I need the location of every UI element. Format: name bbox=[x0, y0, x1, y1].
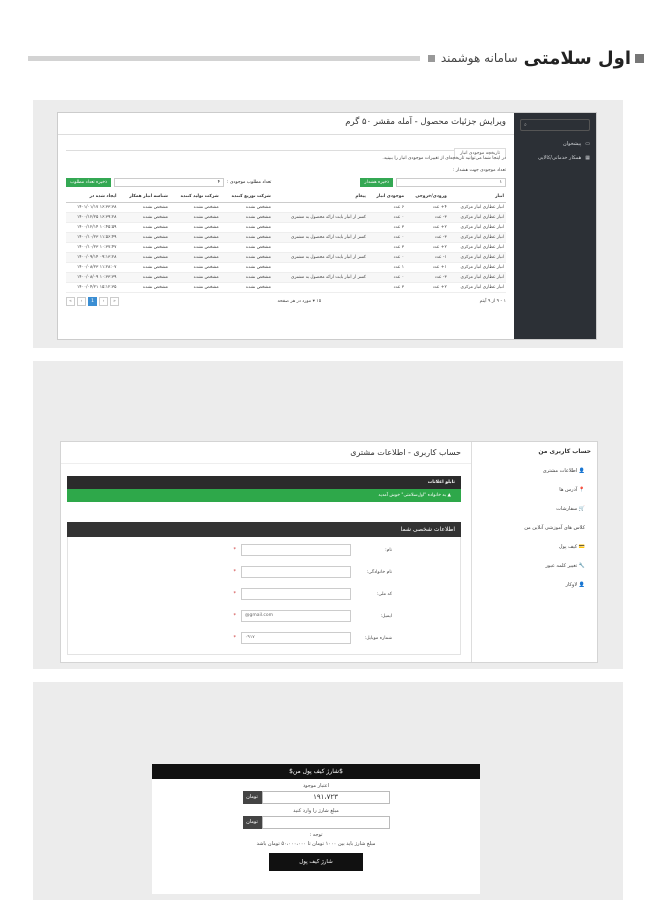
menu-item-orders[interactable]: 🛒 سفارشات bbox=[556, 505, 585, 512]
table-cell: ۱۰:۴۵:۵۹ ۱۴۰۰/۱۲/۱۴ bbox=[66, 223, 118, 233]
grid-icon: ▦ bbox=[585, 155, 590, 161]
menu-item-logout[interactable]: 👤 لاوکار bbox=[565, 581, 585, 588]
table-footer bbox=[66, 297, 506, 306]
tab-bar bbox=[66, 139, 506, 156]
table-cell: مشخص نشده bbox=[118, 283, 170, 293]
table-cell: مشخص نشده bbox=[221, 233, 273, 243]
screenshot-panel-admin bbox=[33, 100, 623, 348]
table-cell: ۶ عدد bbox=[368, 203, 406, 213]
table-cell: ۳- عدد bbox=[406, 213, 449, 223]
table-cell: ۱۰:۳۷:۴۷ ۱۴۰۰/۱۰/۲۳ bbox=[66, 243, 118, 253]
charge-wallet-button[interactable]: شارژ کیف پول bbox=[269, 853, 363, 871]
alerts-box bbox=[67, 476, 461, 502]
table-cell: ۱- عدد bbox=[406, 253, 449, 263]
menu-item-change-password[interactable]: 🔧 تغییر کلمه عبور bbox=[545, 562, 585, 569]
currency-unit: تومان bbox=[243, 816, 262, 829]
required-mark: * bbox=[233, 635, 236, 641]
save-alert-button[interactable]: ذخیره هشدار bbox=[360, 178, 393, 187]
form-row-name bbox=[234, 544, 393, 556]
table-cell bbox=[273, 203, 368, 213]
table-cell bbox=[273, 283, 368, 293]
save-required-button[interactable]: ذخیره تعداد مطلوب bbox=[66, 178, 111, 187]
sidebar-item-dashboard[interactable] bbox=[514, 137, 596, 151]
table-cell: انبار عطاری انبار مرکزی bbox=[449, 233, 506, 243]
table-cell: ۱۱:۵۶:۴۹ ۱۴۰۰/۱۰/۲۳ bbox=[66, 233, 118, 243]
column-header[interactable]: شناسه انبار همکار bbox=[118, 191, 170, 203]
required-mark: * bbox=[233, 591, 236, 597]
header-system: سامانه هوشمند bbox=[440, 51, 518, 65]
sidebar-label: پیشخوان bbox=[563, 141, 582, 147]
header-square-right bbox=[635, 54, 644, 63]
page-last-button[interactable]: » bbox=[110, 297, 119, 306]
per-page-label[interactable]: ۱۵ ▾ مورد در هر صفحه bbox=[277, 299, 322, 304]
profile-main bbox=[61, 442, 471, 662]
table-cell: مشخص نشده bbox=[221, 223, 273, 233]
table-row bbox=[66, 273, 506, 283]
table-cell bbox=[273, 223, 368, 233]
info-text: در اینجا شما می‌توانید تاریخچه‌ای از تغییرات موجودی انبار را ببینید. bbox=[382, 156, 506, 161]
table-cell: مشخص نشده bbox=[118, 233, 170, 243]
table-cell: ۱ عدد bbox=[368, 263, 406, 273]
required-count-label: تعداد مطلوب موجودی : bbox=[227, 180, 272, 185]
required-mark: * bbox=[233, 613, 236, 619]
amount-label: مبلغ شارژ را وارد کنید bbox=[293, 808, 339, 814]
table-cell: مشخص نشده bbox=[221, 273, 273, 283]
account-menu bbox=[471, 442, 597, 662]
table-cell: مشخص نشده bbox=[170, 283, 221, 293]
table-cell: مشخص نشده bbox=[170, 273, 221, 283]
screenshot-panel-wallet bbox=[33, 682, 623, 900]
amount-input[interactable] bbox=[262, 816, 390, 829]
sidebar-label: همکار خدماتی/کالایی bbox=[537, 155, 582, 161]
table-cell: ۱۵:۱۲:۳۵ ۱۴۰۰/۰۴/۲۱ bbox=[66, 283, 118, 293]
field-label: نام: bbox=[385, 547, 392, 553]
table-cell: ۳- عدد bbox=[406, 233, 449, 243]
page-next-button[interactable]: › bbox=[99, 297, 108, 306]
table-cell: مشخص نشده bbox=[170, 253, 221, 263]
table-cell: مشخص نشده bbox=[170, 213, 221, 223]
form-row-lastname bbox=[234, 566, 393, 578]
table-cell: مشخص نشده bbox=[221, 243, 273, 253]
inventory-table bbox=[66, 191, 506, 293]
note-title: توجه : bbox=[309, 832, 323, 838]
admin-sidebar bbox=[514, 113, 596, 339]
table-row bbox=[66, 253, 506, 263]
table-cell: ۳- عدد bbox=[406, 273, 449, 283]
admin-main bbox=[58, 113, 514, 339]
table-cell: مشخص نشده bbox=[118, 223, 170, 233]
balance-field: ۱۹۱،۷۲۳ bbox=[262, 791, 390, 804]
table-cell: مشخص نشده bbox=[221, 263, 273, 273]
table-cell: انبار عطاری انبار مرکزی bbox=[449, 283, 506, 293]
menu-item-addresses[interactable]: 📍 آدرس ها bbox=[559, 486, 585, 493]
table-cell: مشخص نشده bbox=[118, 243, 170, 253]
table-cell: ۱+ عدد bbox=[406, 263, 449, 273]
dashboard-icon: ▭ bbox=[585, 141, 590, 147]
table-row bbox=[66, 243, 506, 253]
first-name-input[interactable] bbox=[241, 544, 351, 556]
column-header[interactable]: موجودی انبار bbox=[368, 191, 406, 203]
sidebar-search[interactable] bbox=[520, 119, 590, 131]
alert-row bbox=[66, 178, 506, 187]
search-icon: ⌕ bbox=[524, 122, 527, 128]
alert-count-label: تعداد موجودی جهت هشدار : bbox=[452, 168, 506, 173]
pagination-info: ۱ - ۹ از ۹ آیتم bbox=[479, 299, 506, 304]
table-row bbox=[66, 213, 506, 223]
welcome-alert: ▲ به خانواده "اول‌سلامتی" خوش آمدید bbox=[67, 489, 461, 502]
field-label: ایمیل: bbox=[380, 613, 392, 619]
email-input[interactable]: @gmail.com bbox=[241, 610, 351, 622]
table-header-row bbox=[66, 191, 506, 203]
table-cell: ۲+ عدد bbox=[406, 243, 449, 253]
form-row-mobile bbox=[234, 632, 393, 644]
table-cell: ۰ عدد bbox=[368, 273, 406, 283]
table-cell: مشخص نشده bbox=[118, 203, 170, 213]
table-cell: ۲+ عدد bbox=[406, 283, 449, 293]
page-header bbox=[28, 44, 644, 72]
form-row-email bbox=[234, 610, 393, 622]
table-cell: انبار عطاری انبار مرکزی bbox=[449, 243, 506, 253]
alerts-header: تابلو اعلانات bbox=[67, 476, 461, 489]
account-menu-title: حساب کاربری من bbox=[538, 448, 591, 455]
sidebar-item-partner[interactable] bbox=[514, 151, 596, 165]
page-first-button[interactable]: « bbox=[66, 297, 75, 306]
screenshot-panel-profile bbox=[33, 361, 623, 669]
table-cell: ۰ عدد bbox=[368, 253, 406, 263]
table-cell: مشخص نشده bbox=[221, 253, 273, 263]
balance-label: اعتبار موجود bbox=[302, 783, 330, 789]
table-row bbox=[66, 283, 506, 293]
table-cell: مشخص نشده bbox=[170, 223, 221, 233]
page-title: ویرایش جزئیات محصول - آمله مقشر ۵۰ گرم bbox=[58, 113, 514, 135]
table-cell: ۲+ عدد bbox=[406, 223, 449, 233]
national-code-input[interactable] bbox=[241, 588, 351, 600]
alert-count-input[interactable]: ۱ bbox=[396, 178, 506, 187]
table-body bbox=[66, 203, 506, 293]
balance-row bbox=[152, 791, 480, 804]
header-rule bbox=[28, 56, 420, 61]
table-cell: مشخص نشده bbox=[118, 213, 170, 223]
table-cell: مشخص نشده bbox=[170, 243, 221, 253]
table-cell: ۰ عدد bbox=[368, 233, 406, 243]
field-label: کد ملی: bbox=[376, 591, 392, 597]
column-header[interactable]: ورودی/خروجی bbox=[406, 191, 449, 203]
wallet-window bbox=[152, 764, 480, 894]
table-cell: کسر از انبار بابت ارائه محصول به مشتری bbox=[273, 233, 368, 243]
currency-unit: تومان bbox=[243, 791, 262, 804]
table-cell: مشخص نشده bbox=[118, 253, 170, 263]
table-cell: ۳ عدد bbox=[368, 243, 406, 253]
required-count-input[interactable]: ۴ bbox=[114, 178, 224, 187]
column-header[interactable]: شرکت تولید کننده bbox=[170, 191, 221, 203]
header-brand: اول سلامتی bbox=[523, 47, 631, 69]
table-cell bbox=[273, 243, 368, 253]
personal-info-header: اطلاعات شخصی شما bbox=[67, 522, 461, 537]
column-header[interactable]: پیغام bbox=[273, 191, 368, 203]
table-row bbox=[66, 203, 506, 213]
column-header[interactable]: شرکت توزیع کننده bbox=[221, 191, 273, 203]
required-mark: * bbox=[233, 547, 236, 553]
field-label: نام خانوادگی: bbox=[366, 569, 392, 575]
amount-row bbox=[152, 816, 480, 829]
page-title: حساب کاربری - اطلاعات مشتری bbox=[61, 442, 471, 464]
page-1-button[interactable]: 1 bbox=[88, 297, 97, 306]
table-row bbox=[66, 263, 506, 273]
table-cell: ۳ عدد bbox=[368, 283, 406, 293]
table-cell: انبار عطاری انبار مرکزی bbox=[449, 203, 506, 213]
table-cell: انبار عطاری انبار مرکزی bbox=[449, 213, 506, 223]
table-cell: کسر از انبار بابت ارائه محصول به مشتری bbox=[273, 213, 368, 223]
note-text: مبلغ شارژ باید بین ۱۰۰۰ تومان تا ۵۰،۰۰۰،۰۰۰ تومان باشد bbox=[256, 841, 376, 847]
field-label: شماره موبایل: bbox=[364, 635, 392, 641]
menu-item-customer-info[interactable]: 👤 اطلاعات مشتری bbox=[542, 467, 585, 474]
table-cell: مشخص نشده bbox=[170, 203, 221, 213]
table-cell: مشخص نشده bbox=[221, 213, 273, 223]
admin-window bbox=[57, 112, 597, 340]
tab-inventory-history[interactable]: تاریخچه موجودی انبار bbox=[454, 148, 506, 158]
table-cell: ۱۱:۲۸:۰۷ ۱۴۰۰/۰۸/۲۳ bbox=[66, 263, 118, 273]
table-cell: مشخص نشده bbox=[170, 233, 221, 243]
menu-item-wallet[interactable]: 💳 کیف پول bbox=[558, 543, 585, 550]
table-cell: مشخص نشده bbox=[221, 283, 273, 293]
profile-window bbox=[60, 441, 598, 663]
table-cell: مشخص نشده bbox=[118, 273, 170, 283]
table-cell: مشخص نشده bbox=[170, 263, 221, 273]
wallet-header: $شارژ کیف پول من$ bbox=[152, 764, 480, 779]
form-row-national-code bbox=[234, 588, 393, 600]
table-cell: کسر از انبار بابت ارائه محصول به مشتری bbox=[273, 273, 368, 283]
table-cell: انبار عطاری انبار مرکزی bbox=[449, 273, 506, 283]
table-cell: ۰ عدد bbox=[368, 213, 406, 223]
page-prev-button[interactable]: ‹ bbox=[77, 297, 86, 306]
table-row bbox=[66, 223, 506, 233]
header-square-left bbox=[428, 55, 435, 62]
last-name-input[interactable] bbox=[241, 566, 351, 578]
personal-info-form bbox=[67, 537, 461, 655]
table-cell: کسر از انبار بابت ارائه محصول به مشتری bbox=[273, 253, 368, 263]
mobile-input[interactable]: ۰۹۱۷ bbox=[241, 632, 351, 644]
table-cell: ۰۹:۱۳:۲۸ ۱۴۰۰/۰۹/۱۴ bbox=[66, 253, 118, 263]
table-cell: ۳ عدد bbox=[368, 223, 406, 233]
table-cell: انبار عطاری انبار مرکزی bbox=[449, 223, 506, 233]
table-row bbox=[66, 233, 506, 243]
table-cell: انبار عطاری انبار مرکزی bbox=[449, 253, 506, 263]
table-cell: ۴+ عدد bbox=[406, 203, 449, 213]
pagination bbox=[66, 297, 119, 306]
personal-info-box bbox=[67, 522, 461, 655]
table-cell: مشخص نشده bbox=[118, 263, 170, 273]
table-cell: ۱۶:۳۳:۳۸ ۱۴۰۱/۰۱/۱۷ bbox=[66, 203, 118, 213]
required-mark: * bbox=[233, 569, 236, 575]
table-cell: ۱۶:۳۹:۲۸ ۱۴۰۰/۱۲/۲۵ bbox=[66, 213, 118, 223]
table-cell: ۱۰:۳۳:۳۹ ۱۴۰۰/۰۸/۰۹ bbox=[66, 273, 118, 283]
menu-item-online-classes[interactable]: کلاس های آموزشی آنلاین من bbox=[524, 524, 585, 531]
table-cell: انبار عطاری انبار مرکزی bbox=[449, 263, 506, 273]
table-cell bbox=[273, 263, 368, 273]
table-cell: مشخص نشده bbox=[221, 203, 273, 213]
column-header[interactable]: انبار bbox=[449, 191, 506, 203]
column-header[interactable]: ایجاد شده در bbox=[66, 191, 118, 203]
